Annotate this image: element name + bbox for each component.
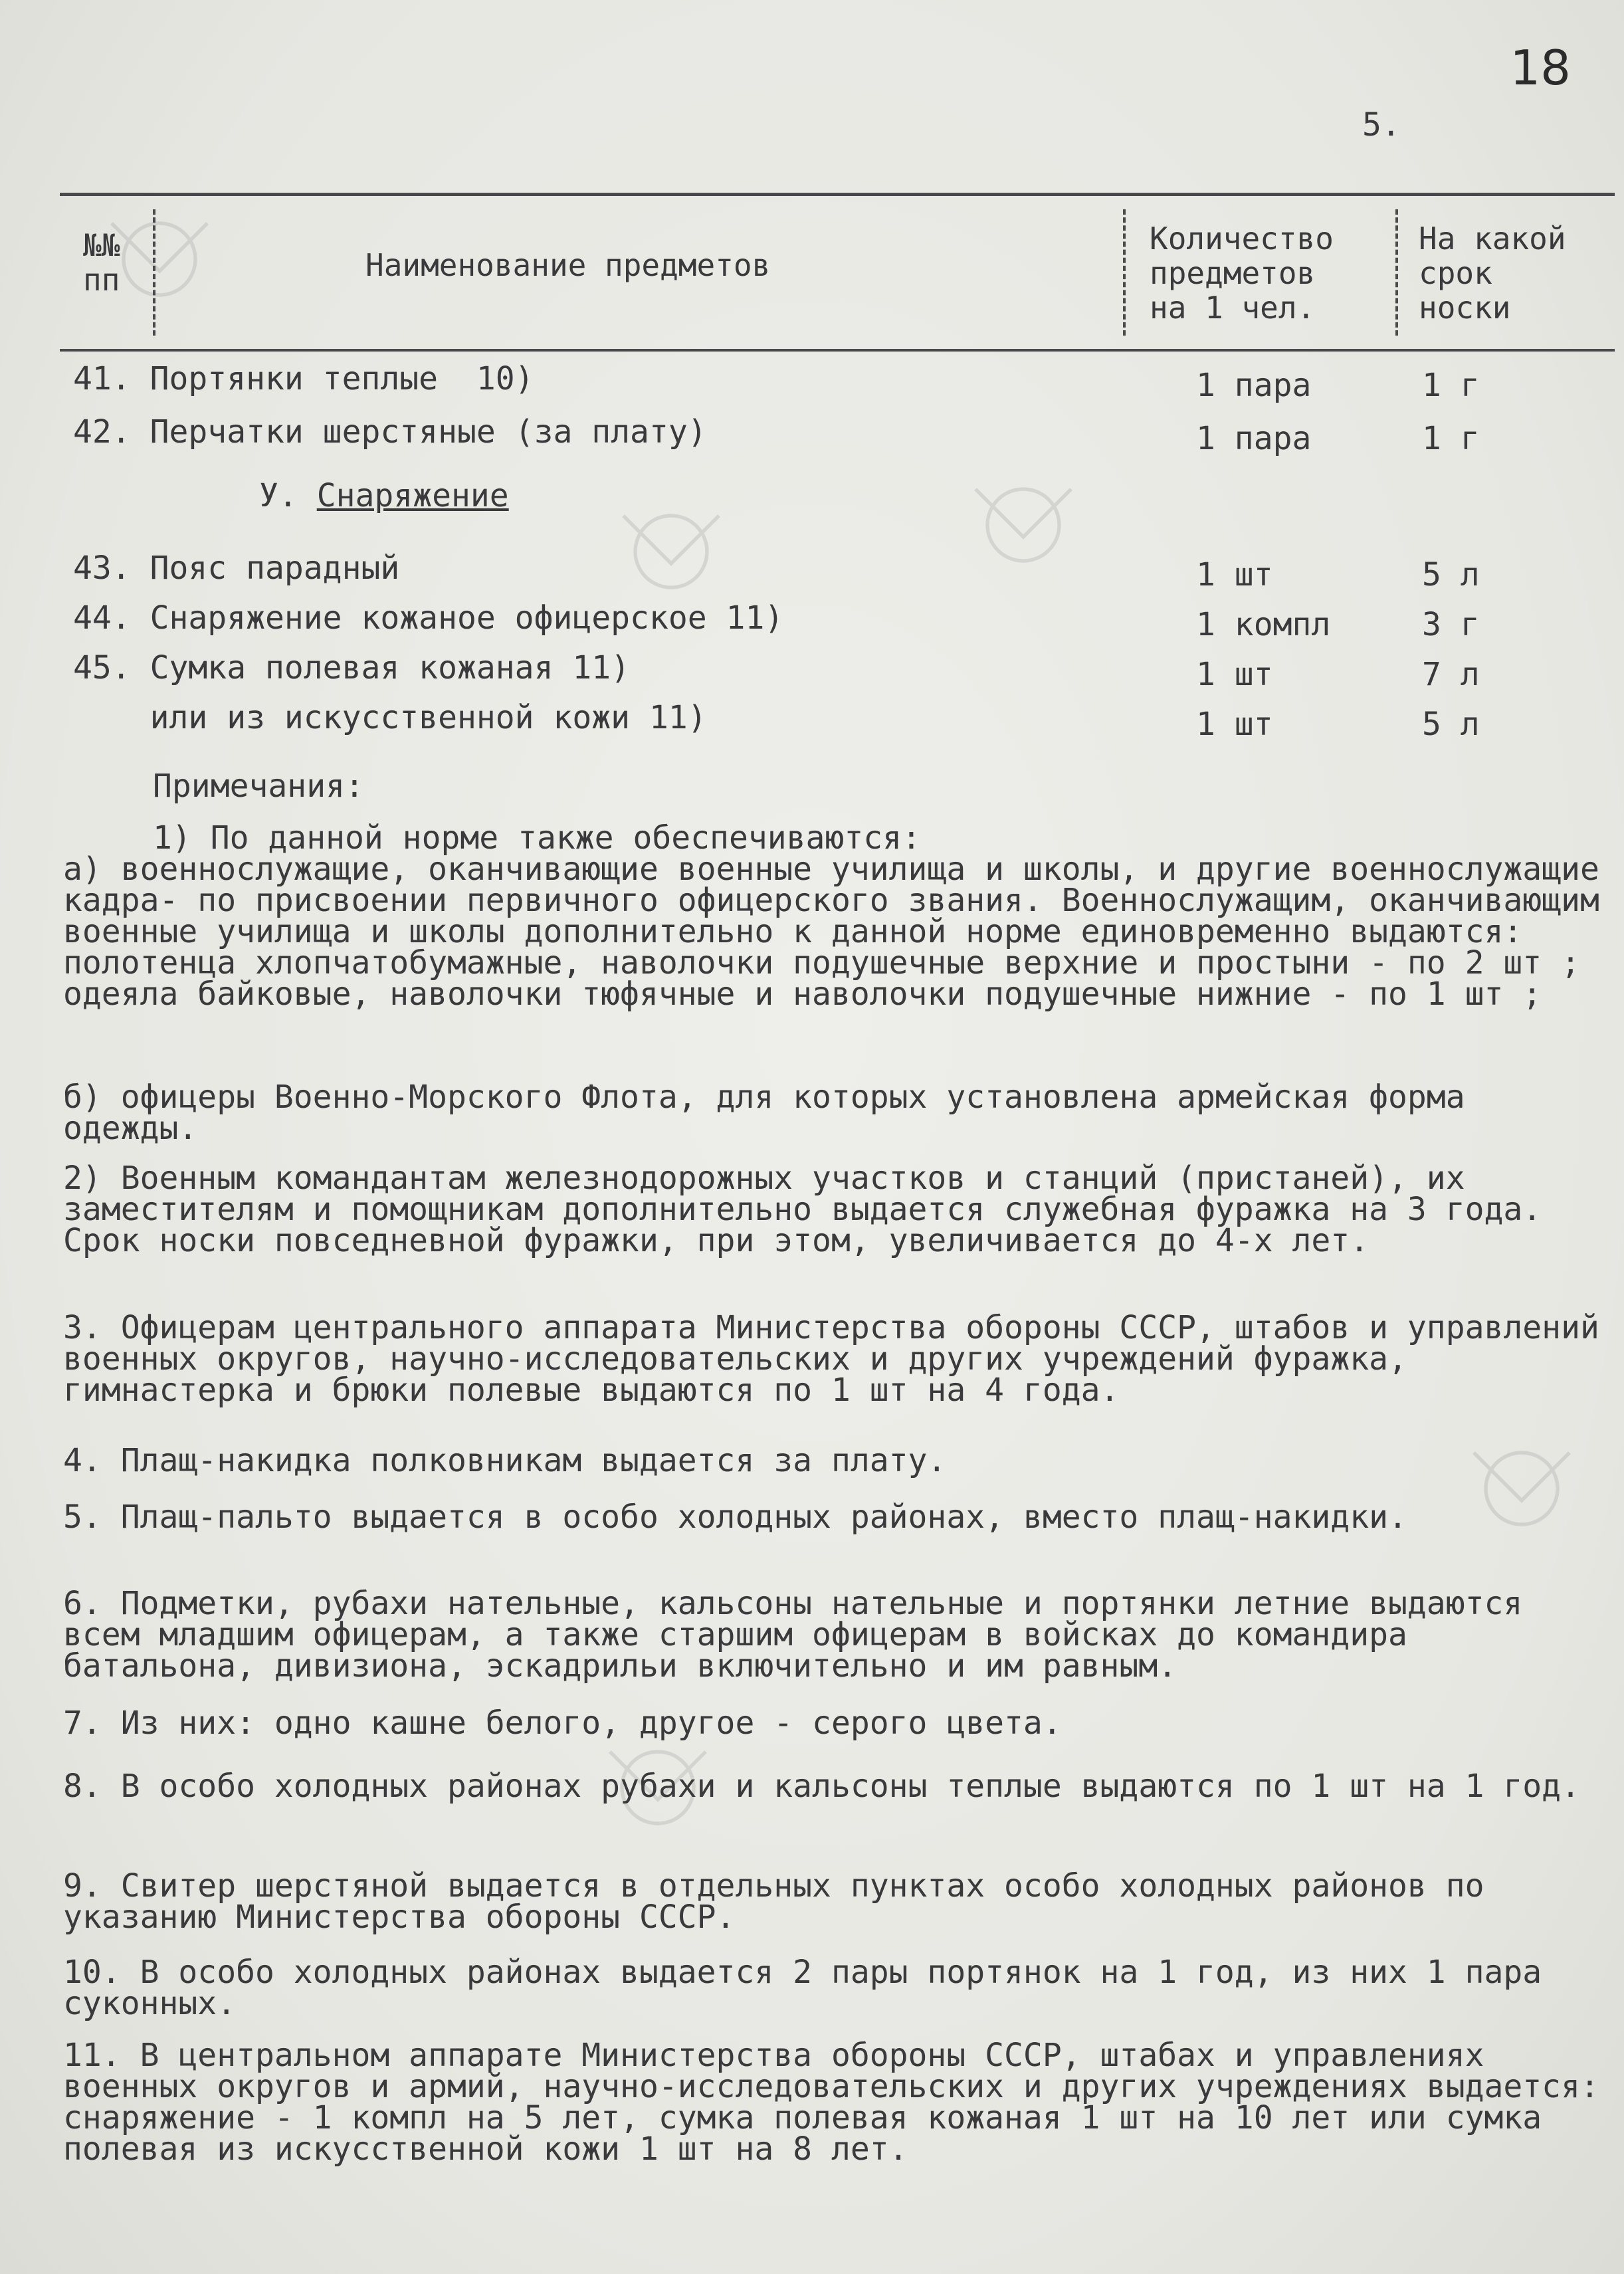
column-number-header: №№ пп — [83, 227, 120, 298]
note-10: 10. В особо холодных районах выдается 2 пары портянок на 1 год, из них 1 пара суконных. — [63, 1954, 1542, 2022]
item-quantity: 1 пара — [1196, 367, 1312, 404]
item-name: 45. Сумка полевая кожаная 11) — [73, 649, 631, 686]
column-divider — [1123, 209, 1126, 336]
item-name: или из искусственной кожи 11) — [73, 699, 707, 736]
table-row — [73, 598, 1601, 643]
item-name: 42. Перчатки шерстяные (за плату) — [73, 413, 707, 451]
note-3: 3. Офицерам центрального аппарата Министерства обороны СССР, штабов и управлений военных округов, научно-исследовательских и других учреждений фуражка, гимнастерка и брюки полевые выдаются по 1 шт на 4 года. — [63, 1309, 1599, 1409]
item-term: 7 л — [1422, 656, 1480, 693]
item-term: 1 г — [1422, 367, 1480, 404]
table-header — [60, 193, 1615, 352]
page-number: 5. — [1362, 106, 1401, 144]
table-row — [73, 412, 1601, 457]
note-7: 7. Из них: одно кашне белого, другое - серого цвета. — [63, 1705, 1062, 1742]
note-9: 9. Свитер шерстяной выдается в отдельных пунктах особо холодных районов по указанию Министерства обороны СССР. — [63, 1867, 1484, 1936]
item-quantity: 1 шт — [1196, 556, 1273, 593]
column-divider — [1395, 209, 1398, 336]
item-term: 3 г — [1422, 606, 1480, 643]
item-term: 5 л — [1422, 556, 1480, 593]
item-quantity: 1 компл — [1196, 606, 1331, 643]
item-name: 41. Портянки теплые 10) — [73, 360, 534, 397]
note-6: 6. Подметки, рубахи нательные, кальсоны нательные и портянки летние выдаются всем младшим офицерам, а также старшим офицерам в войсках до командира батальона, дивизиона, эскадрильи включительно и им равным. — [63, 1585, 1523, 1685]
note-5: 5. Плащ-пальто выдается в особо холодных районах, вместо плащ-накидки. — [63, 1499, 1407, 1536]
item-name: 43. Пояс парадный — [73, 550, 400, 587]
item-term: 1 г — [1422, 420, 1480, 457]
note-2: 2) Военным командантам железнодорожных участков и станций (пристаней), их заместителям и помощникам дополнительно выдается служебная фуражка на 3 года. Срок носки повседневной фуражки, при этом, увеличивается до 4-х лет. — [63, 1160, 1542, 1259]
table-row — [73, 548, 1601, 593]
column-term-header: На какой срок носки — [1419, 221, 1566, 326]
item-term: 5 л — [1422, 706, 1480, 743]
item-name: 44. Снаряжение кожаное офицерское 11) — [73, 599, 784, 637]
note-11: 11. В центральном аппарате Министерства обороны СССР, штабах и управлениях военных округов и армий, научно-исследовательских и других учреждениях выдается: снаряжение - 1 компл на 5 лет, сумка полевая кожаная 1 шт на 10 лет или сумка полевая из искусственной кожи 1 шт на 8 лет. — [63, 2037, 1599, 2168]
item-quantity: 1 пара — [1196, 420, 1312, 457]
section-title — [259, 477, 509, 514]
note-4: 4. Плащ-накидка полковникам выдается за плату. — [63, 1442, 947, 1479]
column-quantity-header: Количество предметов на 1 чел. — [1150, 221, 1334, 326]
item-quantity: 1 шт — [1196, 656, 1273, 693]
section-title-text: Снаряжение — [316, 477, 509, 514]
column-name-header: Наименование предметов — [365, 247, 771, 283]
note-1: 1) По данной норме также обеспечиваются: а) военнослужащие, оканчивающие военные училища и школы, и другие военнослужащие кадра- по присвоении первичного офицерского звания. Военнослужащим, оканчивающим военные училища и школы дополнительно к данной норме единовременно выдаются: полотенца хлопчатобумажные, наволочки подушечные верхние и простыни - по 2 шт ; одеяла байковые, наволочки тюфячные и наволочки подушечные нижние - по 1 шт ; — [63, 819, 1599, 1013]
column-divider — [153, 209, 155, 336]
note-1b: б) офицеры Военно-Морского Флота, для которых установлена армейская форма одежды. — [63, 1079, 1465, 1147]
note-8: 8. В особо холодных районах рубахи и кальсоны теплые выдаются по 1 шт на 1 год. — [63, 1768, 1580, 1805]
table-row — [73, 359, 1601, 404]
notes-heading: Примечания: — [153, 768, 364, 805]
archive-sheet-number: 18 — [1510, 40, 1571, 96]
item-quantity: 1 шт — [1196, 706, 1273, 743]
table-row — [73, 648, 1601, 693]
table-row — [73, 698, 1601, 743]
section-prefix: У. — [259, 477, 317, 514]
